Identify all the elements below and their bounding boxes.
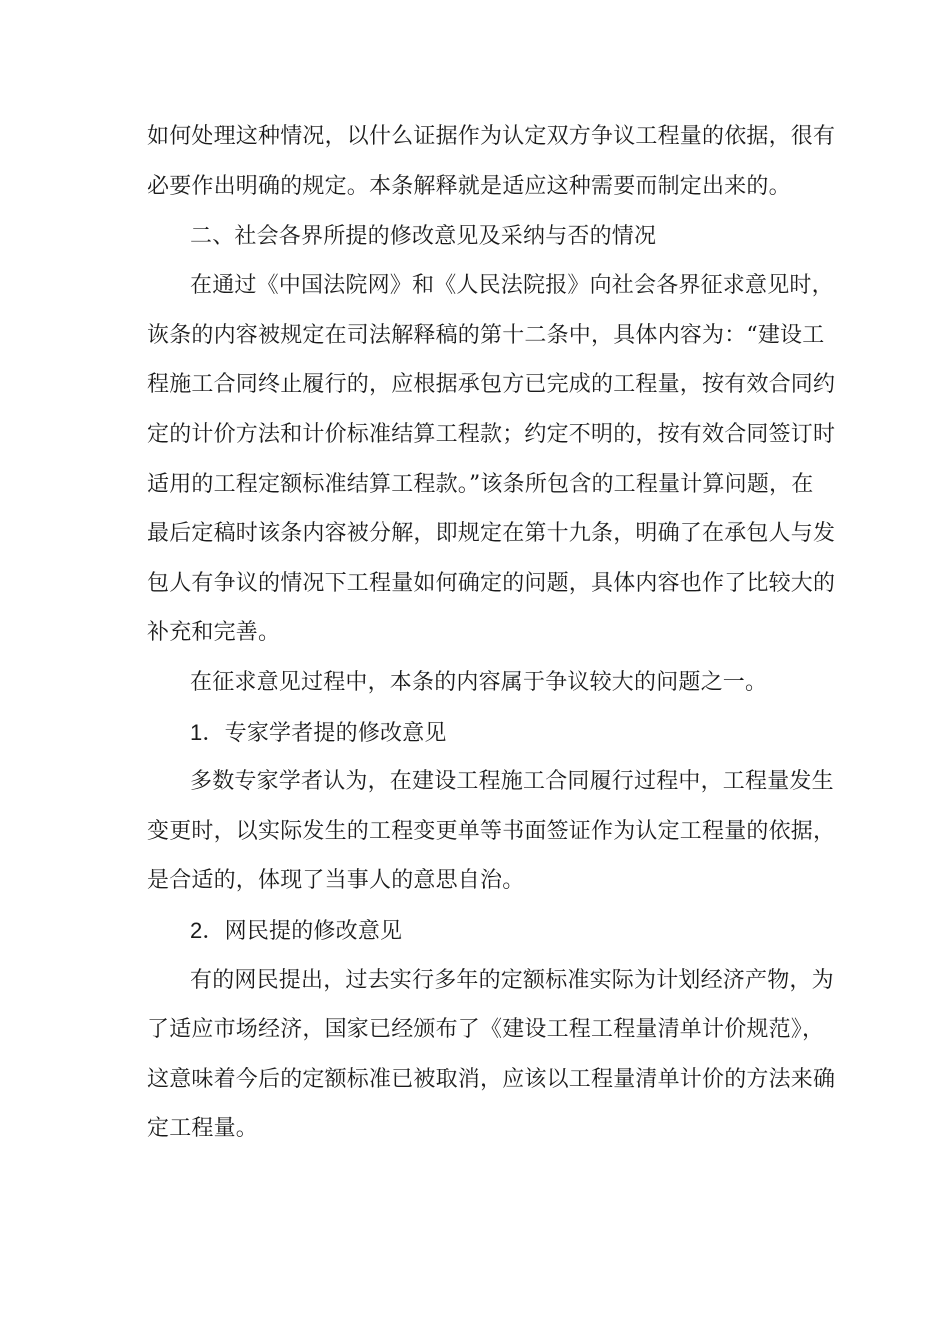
- body-text-line: 定的计价方法和计价标准结算工程款；约定不明的，按有效合同签订时: [147, 422, 836, 447]
- body-text-line: 最后定稿时该条内容被分解，即规定在第十九条，明确了在承包人与发: [147, 521, 836, 546]
- body-text-line: 在征求意见过程中，本条的内容属于争议较大的问题之一。: [190, 670, 768, 695]
- body-text-line: 必要作出明确的规定。本条解释就是适应这种需要而制定出来的。: [147, 174, 791, 199]
- body-text-line: 补充和完善。: [147, 620, 281, 645]
- body-text-line: 多数专家学者认为，在建设工程施工合同履行过程中，工程量发生: [190, 769, 834, 794]
- body-text-line: 变更时，以实际发生的工程变更单等书面签证作为认定工程量的依据，: [147, 819, 836, 844]
- body-text-line: 诙条的内容被规定在司法解释稿的第十二条中，具体内容为：“建设工: [147, 323, 825, 348]
- body-text-line: 这意味着今后的定额标准已被取消，应该以工程量清单计价的方法来确: [147, 1067, 836, 1092]
- body-text-line: 程施工合同终止履行的，应根据承包方已完成的工程量，按有效合同约: [147, 372, 836, 397]
- body-text-line: 在通过《中国法院网》和《人民法院报》向社会各界征求意见时，: [190, 273, 834, 298]
- body-text-line: 如何处理这种情况，以什么证据作为认定双方争议工程量的依据，很有: [147, 124, 836, 149]
- subsection-heading: 1．专家学者提的修改意见: [190, 720, 447, 745]
- subsection-heading: 2．网民提的修改意见: [190, 918, 403, 943]
- body-text-line: 有的网民提出，过去实行多年的定额标准实际为计划经济产物，为: [190, 968, 834, 993]
- body-text-line: 适用的工程定额标准结算工程款。”该条所包含的工程量计算问题，在: [147, 472, 814, 497]
- section-heading: 二、社会各界所提的修改意见及采纳与否的情况: [190, 224, 657, 249]
- body-text-line: 是合适的，体现了当事人的意思自治。: [147, 868, 525, 893]
- body-text-line: 包人有争议的情况下工程量如何确定的问题，具体内容也作了比较大的: [147, 571, 836, 596]
- body-text-line: 了适应市场经济，国家已经颁布了《建设工程工程量清单计价规范》，: [147, 1017, 825, 1042]
- body-text-line: 定工程量。: [147, 1116, 259, 1141]
